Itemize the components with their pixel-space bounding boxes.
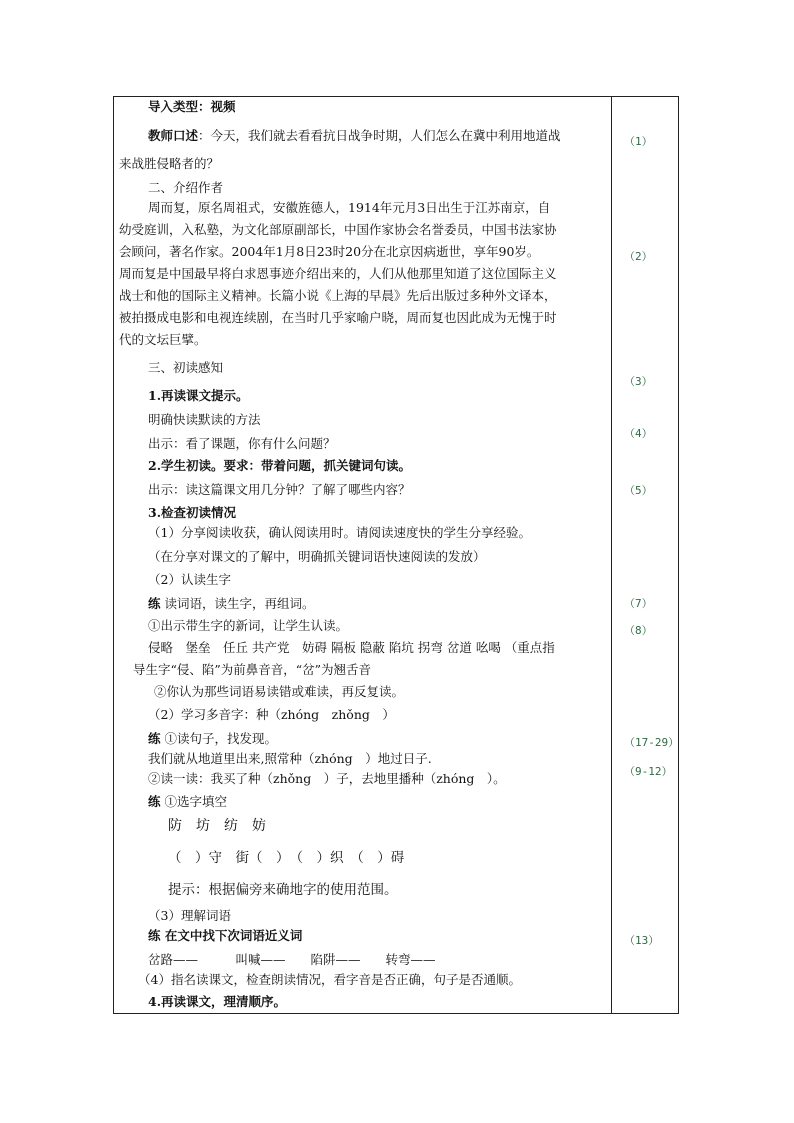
text-line: （3）理解词语 [148, 908, 231, 923]
side-note: （9-12） [624, 765, 673, 778]
exercise-mark: 练 [148, 794, 161, 809]
hint-line: 提示：根据偏旁来确地字的使用范围。 [168, 882, 398, 898]
side-note: （17-29） [624, 736, 680, 749]
exercise-line [148, 731, 277, 747]
exercise-mark: 练 [148, 731, 161, 746]
synonym-blanks: 岔路—— 叫喊—— 陷阱—— 转弯—— [148, 952, 436, 967]
text-line: 周而复，原名周祖式，安徽旌德人，1914年元月3日出生于江苏南京，自 [148, 200, 551, 215]
text-line: 被拍摄成电影和电视连续剧，在当时几乎家喻户晓，周而复也因此成为无愧于时 [119, 310, 557, 325]
text-line: 出示：读这篇课文用几分钟？了解了哪些内容？ [148, 482, 411, 497]
exercise-text: ①读句子，找发现。 [160, 731, 277, 746]
text-line: ①出示带生字的新词，让学生认读。 [148, 618, 349, 633]
text-line: 导生字“侵、陷”为前鼻音音，“岔”为翘舌音 [133, 662, 372, 677]
exercise-mark: 练 [148, 928, 161, 943]
text-line: 来战胜侵略者的？ [119, 156, 220, 171]
side-note: （1） [624, 135, 653, 148]
side-note: （13） [624, 934, 660, 947]
text-line: 周而复是中国最早将白求恩事迹介绍出来的，人们从他那里知道了这位国际主义 [119, 266, 557, 281]
side-note: （4） [624, 427, 653, 440]
exercise-text: 读词语，读生字，再组词。 [160, 596, 315, 611]
text-line: （在分享对课文的了解中，明确抓关键词语快速阅读的发放） [148, 549, 486, 564]
text-line: （1）分享阅读收获，确认阅读用时。请阅读速度快的学生分享经验。 [148, 525, 531, 540]
text-line: ②读一读：我买了种（zhǒng ）子，去地里播种（zhóng ）。 [148, 771, 506, 786]
text-line: （2）认读生字 [148, 572, 231, 587]
section-heading-author: 二、介绍作者 [148, 180, 224, 195]
exercise-line [148, 794, 227, 810]
exercise-line [148, 596, 315, 612]
intro-type: 导入类型：视频 [148, 99, 236, 114]
exercise-text: ①选字填空 [160, 794, 227, 809]
teacher-narration [148, 128, 561, 144]
text-line: （4）指名读课文，检查朗读情况，看字音是否正确，句子是否通顺。 [138, 972, 521, 987]
text-line: 我们就从地道里出来,照常种（zhóng ）地过日子. [148, 751, 432, 766]
char-options: 防 坊 纺 妨 [168, 818, 266, 834]
side-note: （2） [624, 250, 653, 263]
text-line: 出示：看了课题，你有什么问题？ [148, 436, 336, 451]
side-note: （5） [624, 484, 653, 497]
step-heading: 3.检查初读情况 [148, 505, 237, 520]
word-list: 侵略 堡垒 任丘 共产党 妨碍 隔板 隐蔽 陷坑 拐弯 岔道 吆喝 （重点指 [148, 640, 555, 655]
text-line: 幼受庭训，入私塾，为文化部原副部长，中国作家协会名誉委员，中国书法家协 [119, 222, 557, 237]
text-line: 会顾问，著名作家。2004年1月8日23时20分在北京因病逝世，享年90岁。 [119, 244, 540, 259]
exercise-line [148, 928, 302, 944]
step-heading: 4.再读课文，理清顺序。 [148, 994, 287, 1009]
text-line: 战士和他的国际主义精神。长篇小说《上海的早晨》先后出版过多种外文译本， [119, 288, 557, 303]
text-line: ②你认为那些词语易读错或难读，再反复读。 [154, 684, 405, 699]
side-note: （7） [624, 597, 653, 610]
text-line: 明确快读默读的方法 [148, 412, 261, 427]
side-note: （8） [624, 624, 653, 637]
exercise-mark: 练 [148, 596, 161, 611]
step-heading: 2.学生初读。要求：带着问题，抓关键词句读。 [148, 458, 412, 473]
step-heading: 1.再读课文提示。 [148, 388, 249, 403]
text-line: （2）学习多音字：种（zhóng zhǒng ） [148, 707, 395, 722]
teacher-narration-text: ：今天，我们就去看看抗日战争时期，人们怎么在冀中利用地道战 [198, 128, 561, 143]
text-line: 代的文坛巨擘。 [119, 332, 207, 347]
teacher-narration-label: 教师口述 [148, 128, 199, 143]
fill-blanks: （ ）守 街（ ） （ ）织 （ ）碍 [168, 850, 405, 866]
side-note: （3） [624, 375, 653, 388]
exercise-text: 在文中找下次词语近义词 [160, 928, 303, 943]
section-heading-reading: 三、初读感知 [148, 360, 224, 375]
